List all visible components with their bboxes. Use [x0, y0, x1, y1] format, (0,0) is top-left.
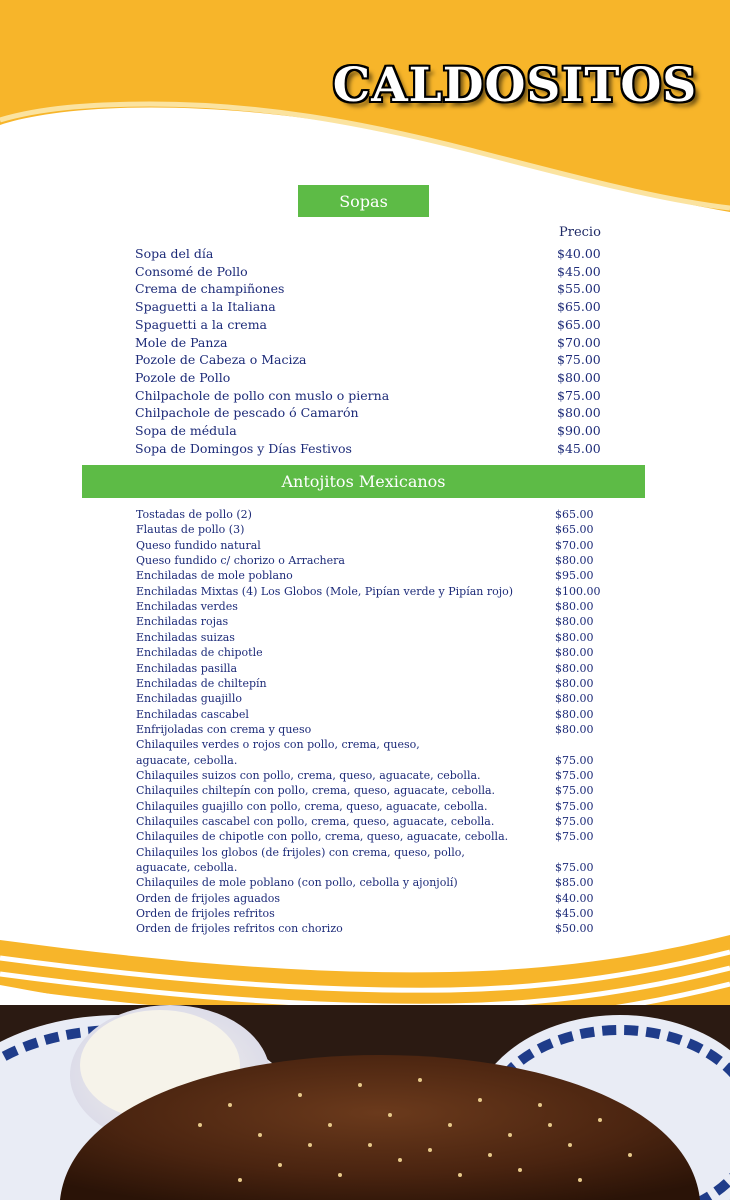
menu-item-name: Pozole de Pollo	[135, 369, 231, 385]
menu-item-row	[0, 388, 730, 406]
menu-item-row	[0, 723, 730, 738]
menu-item-name: aguacate, cebolla.	[136, 753, 238, 767]
menu-item-name: Chilaquiles de chipotle con pollo, crema, queso, aguacate, cebolla.	[136, 830, 509, 844]
menu-item-row	[0, 876, 730, 891]
menu-item-row	[0, 800, 730, 815]
menu-item-price: $75.00	[555, 799, 594, 813]
menu-item-price: $65.00	[555, 508, 594, 521]
menu-item-price: $65.00	[557, 299, 601, 315]
menu-item-name: Chilaquiles cascabel con pollo, crema, queso, aguacate, cebolla.	[136, 815, 495, 828]
menu-item-name: aguacate, cebolla.	[136, 861, 238, 875]
menu-item-row	[0, 769, 730, 784]
menu-item-price: $80.00	[555, 661, 594, 675]
menu-item-price: $45.00	[557, 440, 601, 456]
menu-item-name: Orden de frijoles refritos	[136, 907, 275, 921]
menu-item-price: $70.00	[557, 334, 601, 350]
section-header-antojitos: Antojitos Mexicanos	[82, 465, 645, 498]
menu-item-row	[0, 585, 730, 600]
menu-item-price: $75.00	[555, 768, 594, 782]
menu-item-row	[0, 631, 730, 646]
menu-item-name: Chilaquiles suizos con pollo, crema, queso, aguacate, cebolla.	[136, 768, 481, 782]
menu-item-name: Queso fundido natural	[136, 538, 261, 552]
menu-item-row	[0, 784, 730, 799]
menu-item-price: $80.00	[555, 646, 594, 660]
menu-item-name: Chilaquiles guajillo con pollo, crema, queso, aguacate, cebolla.	[136, 799, 488, 813]
menu-item-row	[0, 861, 730, 876]
menu-item-row	[0, 738, 730, 753]
menu-item-name: Chilaquiles los globos (de frijoles) con crema, queso, pollo,	[136, 845, 465, 859]
menu-item-name: Enchiladas Mixtas (4) Los Globos (Mole, Pipían verde y Pipían rojo)	[136, 584, 514, 598]
menu-item-name: Enchiladas de chipotle	[136, 646, 263, 660]
menu-item-price: $50.00	[555, 922, 594, 936]
menu-item-row	[0, 554, 730, 569]
menu-item-name: Pozole de Cabeza o Maciza	[135, 352, 307, 368]
section-header-sopas: Sopas	[298, 185, 429, 217]
menu-item-row	[0, 281, 730, 299]
menu-item-price: $80.00	[555, 722, 594, 736]
menu-item-price: $40.00	[557, 246, 601, 261]
menu-item-row	[0, 708, 730, 723]
menu-item-name: Tostadas de pollo (2)	[136, 508, 252, 521]
menu-item-price: $45.00	[555, 907, 594, 921]
menu-item-price: $80.00	[555, 615, 594, 629]
menu-item-price: $80.00	[555, 630, 594, 644]
menu-item-name: Orden de frijoles refritos con chorizo	[136, 922, 343, 936]
menu-item-price: $80.00	[555, 676, 594, 690]
menu-item-price: $80.00	[555, 600, 594, 614]
menu-item-name: Chilpachole de pescado ó Camarón	[135, 405, 359, 421]
menu-item-name: Chilaquiles de mole poblano (con pollo, cebolla y ajonjolí)	[136, 876, 458, 890]
menu-item-name: Mole de Panza	[135, 334, 228, 350]
menu-item-name: Enchiladas pasilla	[136, 661, 238, 675]
menu-item-name: Sopa de médula	[135, 423, 237, 438]
menu-item-price: $80.00	[555, 707, 594, 721]
menu-item-row	[0, 246, 730, 264]
menu-item-row	[0, 754, 730, 769]
menu-item-price: $80.00	[555, 554, 594, 568]
menu-item-price: $65.00	[555, 523, 594, 537]
menu-item-price: $45.00	[557, 263, 601, 279]
menu-item-name: Enchiladas de mole poblano	[136, 569, 293, 583]
menu-item-row	[0, 922, 730, 937]
menu-item-price: $65.00	[557, 316, 601, 332]
menu-item-name: Consomé de Pollo	[135, 263, 248, 279]
page-title: CALDOSITOS	[332, 58, 698, 113]
menu-item-price: $75.00	[555, 830, 594, 844]
menu-item-row	[0, 335, 730, 353]
menu-item-name: Chilaquiles chiltepín con pollo, crema, queso, aguacate, cebolla.	[136, 784, 496, 798]
menu-item-price: $90.00	[557, 423, 601, 438]
menu-item-price: $95.00	[555, 569, 594, 583]
menu-item-name: Orden de frijoles aguados	[136, 891, 281, 905]
menu-item-price: $80.00	[557, 405, 601, 421]
menu-item-price: $75.00	[555, 784, 594, 798]
menu-item-row	[0, 615, 730, 630]
menu-item-name: Flautas de pollo (3)	[136, 523, 245, 537]
menu-item-price: $55.00	[557, 281, 601, 297]
menu-item-row	[0, 264, 730, 282]
menu-item-price: $75.00	[557, 387, 601, 403]
menu-item-row	[0, 677, 730, 692]
menu-item-price: $75.00	[555, 815, 594, 828]
menu-item-row	[0, 830, 730, 845]
menu-item-row	[0, 846, 730, 861]
menu-item-row	[0, 370, 730, 388]
menu-item-name: Enfrijoladas con crema y queso	[136, 722, 312, 736]
price-column-header: Precio	[559, 225, 601, 240]
menu-item-price: $75.00	[557, 352, 601, 368]
menu-item-price: $75.00	[555, 861, 594, 875]
menu-item-name: Queso fundido c/ chorizo o Arrachera	[136, 554, 345, 568]
menu-item-row	[0, 692, 730, 707]
menu-item-row	[0, 523, 730, 538]
menu-item-name: Chilpachole de pollo con muslo o pierna	[135, 387, 390, 403]
menu-item-name: Crema de champiñones	[135, 281, 285, 297]
menu-item-row	[0, 815, 730, 830]
menu-item-row	[0, 646, 730, 661]
menu-item-price: $80.00	[555, 692, 594, 706]
menu-item-price: $75.00	[555, 753, 594, 767]
menu-item-name: Enchiladas de chiltepín	[136, 676, 267, 690]
menu-item-row	[0, 423, 730, 441]
menu-item-row	[0, 441, 730, 459]
menu-item-row	[0, 539, 730, 554]
menu-item-row	[0, 892, 730, 907]
menu-item-name: Enchiladas verdes	[136, 600, 238, 614]
menu-item-row	[0, 508, 730, 523]
menu-item-price: $80.00	[557, 369, 601, 385]
menu-item-name: Enchiladas suizas	[136, 630, 235, 644]
menu-item-name: Spaguetti a la Italiana	[135, 299, 276, 315]
menu-item-row	[0, 317, 730, 335]
menu-item-row	[0, 352, 730, 370]
menu-item-row	[0, 600, 730, 615]
menu-item-name: Enchiladas rojas	[136, 615, 229, 629]
menu-item-price: $70.00	[555, 538, 594, 552]
menu-item-row	[0, 299, 730, 317]
menu-item-price: $100.00	[555, 584, 601, 598]
menu-item-name: Sopa de Domingos y Días Festivos	[135, 440, 352, 456]
menu-item-name: Enchiladas cascabel	[136, 707, 249, 721]
menu-item-row	[0, 662, 730, 677]
menu-item-price: $40.00	[555, 891, 594, 905]
menu-item-row	[0, 569, 730, 584]
menu-item-name: Sopa del día	[135, 246, 214, 261]
menu-item-row	[0, 907, 730, 922]
menu-item-price: $85.00	[555, 876, 594, 890]
menu-item-name: Enchiladas guajillo	[136, 692, 242, 706]
menu-item-name: Spaguetti a la crema	[135, 316, 268, 332]
menu-item-name: Chilaquiles verdes o rojos con pollo, crema, queso,	[136, 738, 420, 752]
mole-dish-photo	[0, 985, 730, 1200]
menu-item-row	[0, 405, 730, 423]
